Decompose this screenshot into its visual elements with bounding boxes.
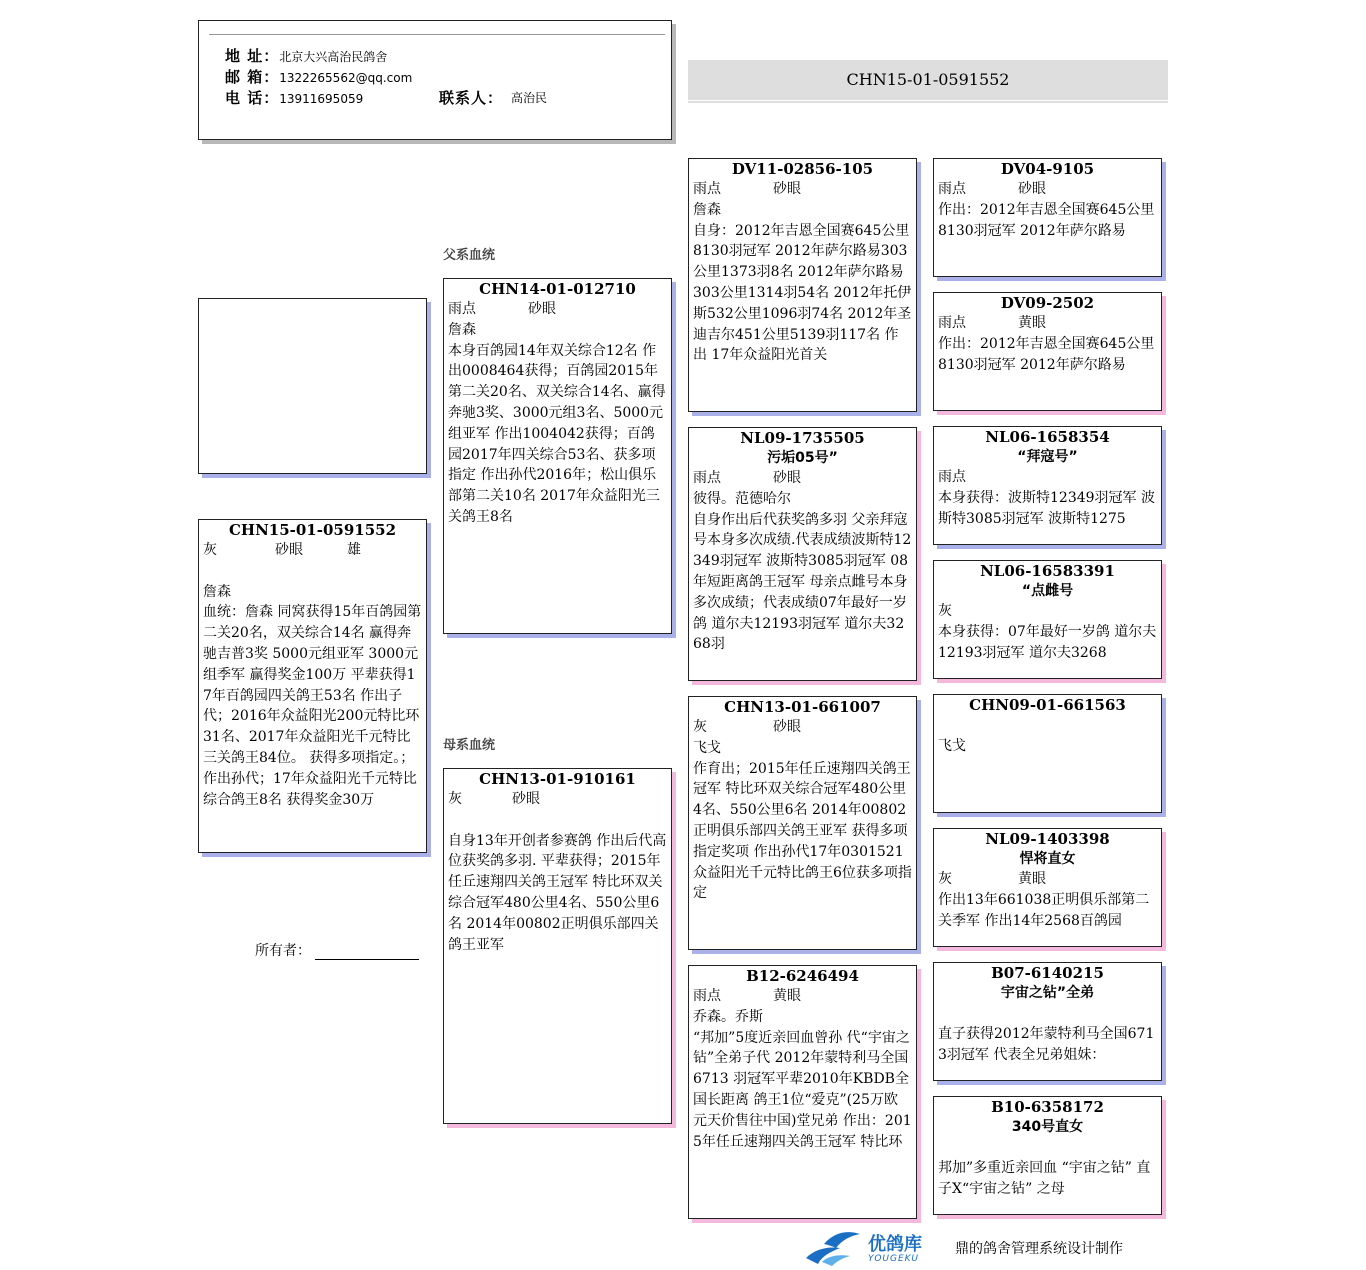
ssd-card (933, 292, 1162, 411)
sds-desc: 本身获得：波斯特12349羽冠军 波斯特3085羽冠军 波斯特1275 (938, 489, 1155, 527)
subject-color: 灰 (203, 542, 217, 558)
sire-dam-attrs (693, 468, 912, 489)
sds-color: 雨点 (938, 469, 966, 485)
email-label: 邮 箱： (225, 68, 280, 86)
sss-attrs (938, 179, 1157, 200)
dsd-eye: 黄眼 (1018, 871, 1046, 887)
divider (209, 34, 665, 35)
sire-sire-color: 雨点 (693, 181, 721, 197)
dsd-name: 悍将直女 (1019, 851, 1076, 867)
ddd-blank-line (938, 1137, 1157, 1158)
subject-ring: CHN15-01-0591552 (228, 521, 397, 539)
dds-name: 宇宙之钻”全弟 (1000, 985, 1095, 1001)
email-value: 1322265562@qq.com (279, 71, 413, 85)
sire-dam-desc: 自身作出后代获奖鸽多羽 父亲拜寇号本身多次成绩.代表成绩波斯特12349羽冠军 波斯特3085羽冠军 08年短距离鸽王冠军 母亲点雌号本身多次成绩；代表成绩07年最好一岁鸽 道尔夫12193羽冠军 道尔夫3268羽 (693, 511, 912, 653)
sire-dam-name: 污垢05号” (767, 450, 838, 466)
sdd-color: 灰 (938, 603, 952, 619)
sire-dam-strain: 彼得。范德哈尔 (693, 490, 791, 507)
sire-attrs (448, 299, 667, 320)
dam-dam-ring: B12-6246494 (746, 967, 859, 985)
dam-sire-desc: 作育出；2015年任丘速翔四关鸽王冠军 特比环双关综合冠军480公里4名、550公里6名 2014年00802正明俱乐部四关鸽王亚军 获得多项指定奖项 作出孙代17年0301521众益阳光千元特比鸽王6位获多项指定 (693, 760, 912, 902)
dam-blank-line (448, 810, 667, 831)
dss-card (933, 694, 1162, 813)
logo-subtext: YOUGEKU (868, 1254, 920, 1264)
title-banner: CHN15-01-0591552 (688, 60, 1168, 100)
pigeon-photo-frame (198, 298, 427, 474)
yougeku-logo-icon (800, 1224, 864, 1268)
subject-eye: 砂眼 (275, 542, 303, 558)
dam-card (443, 768, 672, 1124)
dds-card (933, 962, 1162, 1081)
dss-ring: CHN09-01-661563 (969, 696, 1126, 714)
dss-blank-line (938, 715, 1157, 736)
subject-strain: 詹森 (203, 583, 231, 600)
sss-card (933, 158, 1162, 277)
phone-row (225, 88, 665, 109)
dam-dam-color: 雨点 (693, 988, 721, 1004)
dam-desc: 自身13年开创者参赛鸽 作出后代高位获奖鸽多羽. 平辈获得；2015年任丘速翔四关鸽王冠军 特比环双关综合冠军480公里4名、550公里6名 2014年00802正明俱乐部四关鸽王亚军 (448, 832, 667, 953)
owner-field (255, 940, 419, 960)
dam-color: 灰 (448, 791, 462, 807)
sire-dam-ring: NL09-1735505 (740, 429, 865, 447)
sds-card (933, 426, 1162, 545)
sire-dam-card (688, 427, 917, 681)
sire-sire-card (688, 158, 917, 412)
dam-dam-strain: 乔森。乔斯 (693, 1008, 763, 1025)
email-row (225, 67, 412, 88)
sss-eye: 砂眼 (1018, 181, 1046, 197)
dsd-desc: 作出13年661038正明俱乐部第二关季军 作出14年2568百鸽园 (938, 891, 1150, 929)
address-row (225, 46, 387, 67)
dam-sire-ring: CHN13-01-661007 (724, 698, 881, 716)
sire-eye: 砂眼 (528, 301, 556, 317)
subject-blank-line (203, 561, 422, 582)
dsd-attrs (938, 869, 1157, 890)
subject-desc: 血统：詹森 同窝获得15年百鸽园第二关20名，双关综合14名 赢得奔驰吉普3奖 5000元组亚军 3000元组季军 赢得奖金100万 平辈获得17年百鸽园四关鸽王53名 作出子代；2016年众益阳光200元特比环31名、2017年众益阳光千元特比三关鸽王84位。 获得多项指定。；作出孙代；17年众益阳光千元特比综合鸽王8名 获得奖金30万 (203, 604, 422, 808)
ssd-ring: DV09-2502 (1000, 294, 1095, 312)
dam-attrs (448, 789, 667, 810)
sire-desc: 本身百鸽园14年双关综合12名 作出0008464获得；百鸽园2015年第二关20名、双关综合14名、赢得奔驰3奖、3000元组3名、5000元组亚军 作出1004042获得；百鸽园2017年四关综合53名、获多项指定 作出孙代2016年；松山俱乐部第二关10名 2017年众益阳光三关鸽王8名 (448, 342, 666, 525)
sire-sire-strain: 詹森 (693, 201, 721, 218)
dam-ring: CHN13-01-910161 (479, 770, 636, 788)
sss-color: 雨点 (938, 181, 966, 197)
dam-eye: 砂眼 (512, 791, 540, 807)
owner-label: 所有者： (255, 943, 311, 959)
sire-sire-desc: 自身：2012年吉恩全国赛645公里8130羽冠军 2012年萨尔路易303公里1373羽8名 2012年萨尔路易303公里1314羽54名 2012年托伊斯532公里1096羽74名 2012年圣迪吉尔451公里5139羽117名 作出 17年众益阳光首关 (693, 222, 912, 364)
sire-line-label: 父系血统 (443, 248, 496, 263)
dsd-ring: NL09-1403398 (985, 830, 1110, 848)
sdd-card (933, 560, 1162, 679)
sire-dam-eye: 砂眼 (773, 470, 801, 486)
sire-sire-attrs (693, 179, 912, 200)
owner-blank-line (315, 943, 419, 960)
dds-ring: B07-6140215 (991, 964, 1104, 982)
sss-desc: 作出：2012年吉恩全国赛645公里8130羽冠军 2012年萨尔路易 (938, 201, 1155, 239)
ddd-name: 340号直女 (1011, 1119, 1084, 1135)
ssd-eye: 黄眼 (1018, 315, 1046, 331)
sdd-desc: 本身获得：07年最好一岁鸽 道尔夫12193羽冠军 道尔夫3268 (938, 623, 1157, 661)
ddd-card (933, 1096, 1162, 1215)
dam-sire-strain: 飞戈 (693, 739, 721, 756)
sire-sire-ring: DV11-02856-105 (731, 160, 874, 178)
phone-label: 电 话： (225, 89, 280, 107)
sire-dam-color: 雨点 (693, 470, 721, 486)
ddd-ring: B10-6358172 (991, 1098, 1104, 1116)
phone-value: 13911695059 (279, 92, 364, 106)
dsd-color: 灰 (938, 871, 952, 887)
subject-attrs (203, 540, 422, 561)
contact-box (198, 20, 672, 140)
dss-strain: 飞戈 (938, 737, 966, 754)
sire-ring: CHN14-01-012710 (479, 280, 636, 298)
dsd-card (933, 828, 1162, 947)
dam-sire-attrs (693, 717, 912, 738)
dam-line-label: 母系血统 (443, 738, 496, 753)
contact-label: 联系人： (439, 89, 504, 107)
dam-sire-color: 灰 (693, 719, 707, 735)
sire-sire-eye: 砂眼 (773, 181, 801, 197)
footer-credit: 鼎的鸽舍管理系统设计制作 (955, 1241, 1123, 1257)
ssd-color: 雨点 (938, 315, 966, 331)
dam-dam-card (688, 965, 917, 1219)
dam-dam-attrs (693, 986, 912, 1007)
dam-sire-eye: 砂眼 (773, 719, 801, 735)
dam-dam-eye: 黄眼 (773, 988, 801, 1004)
subject-sex: 雄 (347, 542, 361, 558)
ssd-attrs (938, 313, 1157, 334)
dds-blank-line (938, 1003, 1157, 1024)
ddd-desc: 邦加”多重近亲回血 “宇宙之钻” 直子X“宇宙之钻” 之母 (938, 1159, 1151, 1197)
sire-color: 雨点 (448, 301, 476, 317)
contact-name: 高治民 (511, 91, 548, 105)
sss-ring: DV04-9105 (1000, 160, 1095, 178)
dam-dam-desc: “邦加”5度近亲回血曾孙 代“宇宙之钻”全弟子代 2012年蒙特利马全国6713 羽冠军平辈2010年KBDB全国长距离 鸽王1位“爱克”(25万欧 元天价售往中国)堂兄弟 作出：2015年任丘速翔四关鸽王冠军 特比环 (693, 1029, 912, 1150)
sire-strain: 詹森 (448, 321, 476, 338)
dds-desc: 直子获得2012年蒙特利马全国6713羽冠军 代表全兄弟姐妹： (938, 1025, 1155, 1063)
sdd-ring: NL06-16583391 (980, 562, 1115, 580)
address-value: 北京大兴高治民鸽舍 (279, 50, 388, 64)
banner-underline (688, 101, 1168, 103)
sds-name: “拜寇号” (1017, 449, 1078, 465)
dam-sire-card (688, 696, 917, 950)
sds-ring: NL06-1658354 (985, 428, 1110, 446)
sdd-name: “点雌号 (1021, 583, 1074, 599)
subject-card (198, 519, 427, 853)
ssd-desc: 作出：2012年吉恩全国赛645公里8130羽冠军 2012年萨尔路易 (938, 335, 1155, 373)
address-label: 地 址： (225, 47, 280, 65)
logo-text: 优鸽库 (868, 1234, 922, 1255)
sire-card (443, 278, 672, 634)
